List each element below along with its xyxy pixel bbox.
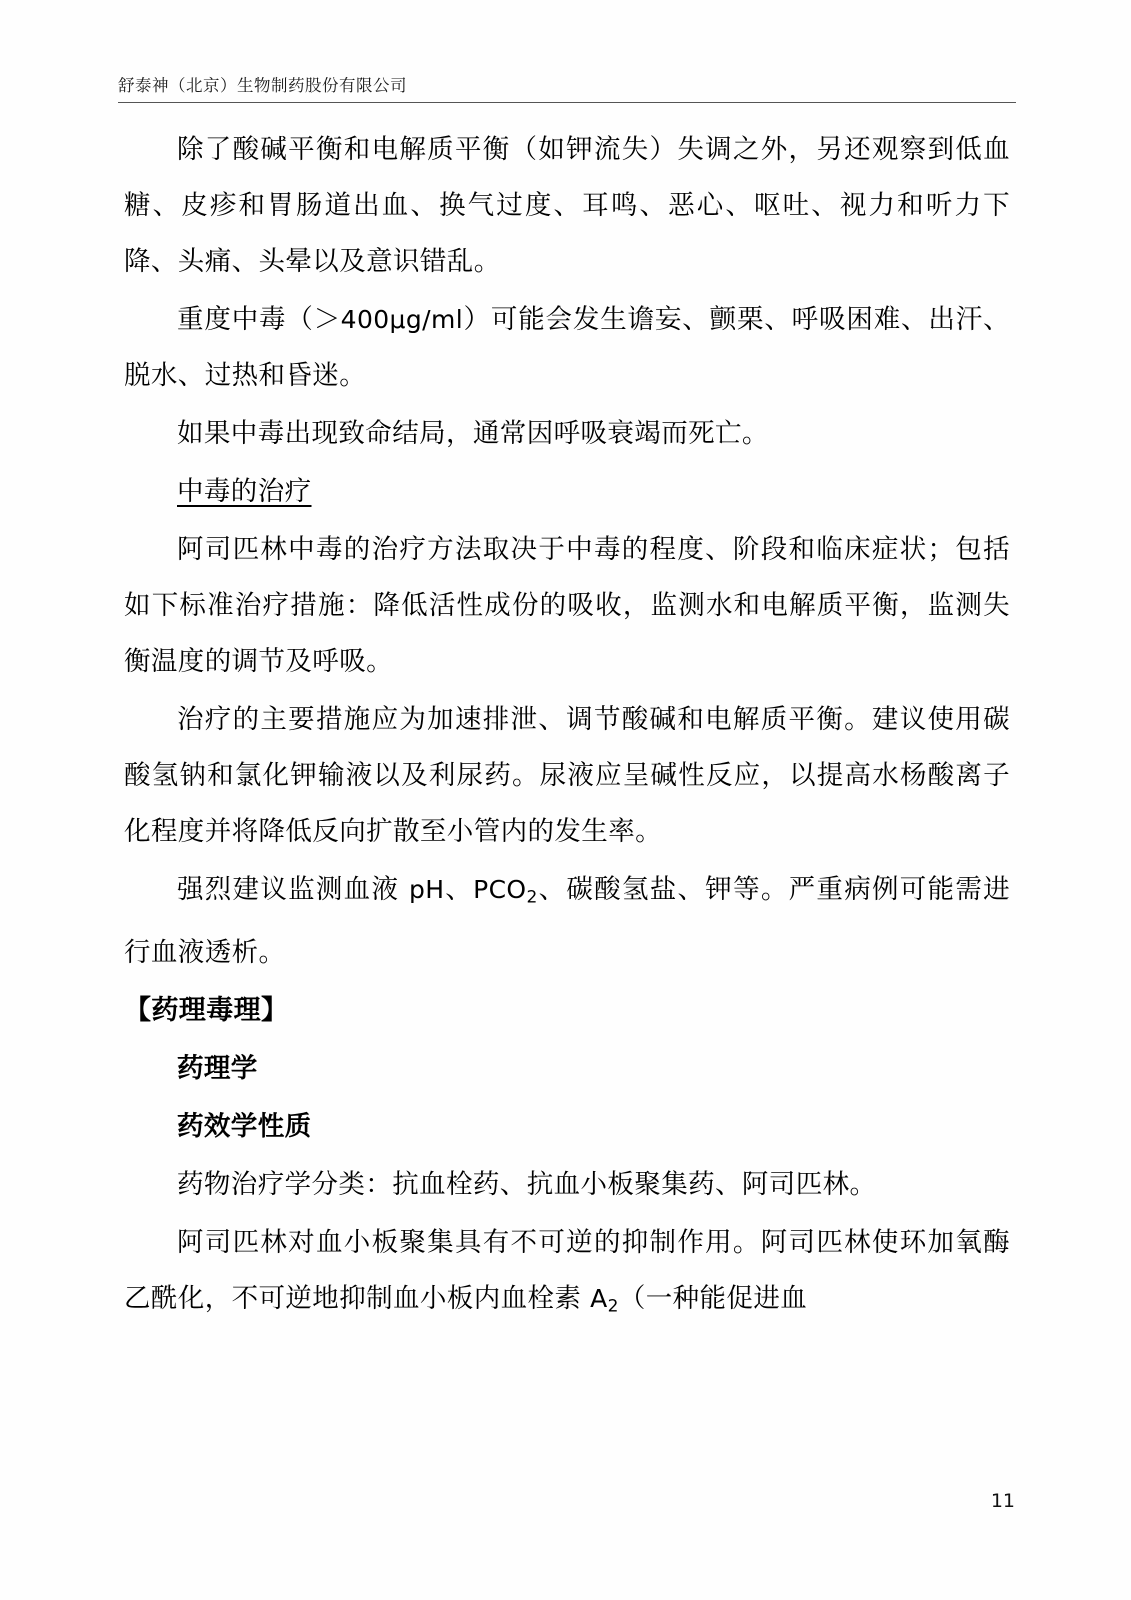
severe-text-b: ）可能会发生谵妄、颤栗、呼吸困难、出汗、脱水、过热和昏迷。	[124, 304, 1010, 391]
monitoring-text-a: 强烈建议监测血液	[177, 874, 409, 905]
paragraph-treatment-method: 阿司匹林中毒的治疗方法取决于中毒的程度、阶段和临床症状；包括如下标准治疗措施：降低活性成份的吸收，监测水和电解质平衡，监测失衡温度的调节及呼吸。	[124, 534, 1010, 677]
company-name: 舒泰神（北京）生物制药股份有限公司	[118, 76, 407, 95]
page-header	[118, 72, 1016, 103]
header-divider	[118, 102, 1016, 103]
paragraph-fatal-outcome: 如果中毒出现致命结局，通常因呼吸衰竭而死亡。	[177, 418, 769, 449]
page-number: 11	[990, 1490, 1015, 1512]
thromboxane-subscript: 2	[607, 1296, 619, 1317]
paragraph-mechanism	[124, 1215, 1010, 1334]
monitoring-sep: 、	[444, 874, 474, 905]
thromboxane-main: A	[590, 1284, 608, 1314]
subheading-pharmacodynamics: 药效学性质	[177, 1111, 312, 1143]
ph-label: pH	[408, 875, 445, 904]
mechanism-text-a: 阿司匹林对血小板聚集具有不可逆的抑制作用。阿司匹林使环加氧酶乙酰化，不可逆地抑制血小板内血栓素	[124, 1227, 1010, 1315]
pco2-main: PCO	[473, 875, 527, 904]
section-heading-pharmacology: 【药理毒理】	[124, 995, 289, 1027]
page-content	[124, 122, 1010, 1335]
subsection-treatment-label: 中毒的治疗	[177, 476, 312, 507]
pco2-label	[473, 875, 538, 908]
paragraph-monitoring	[124, 862, 1010, 981]
paragraph-severe-poisoning	[124, 292, 1010, 404]
paragraph-symptoms: 除了酸碱平衡和电解质平衡（如钾流失）失调之外，另还观察到低血糖、皮疹和胃肠道出血、换气过度、耳鸣、恶心、呕吐、视力和听力下降、头痛、头晕以及意识错乱。	[124, 134, 1010, 277]
thromboxane-a2-label	[590, 1284, 619, 1317]
pco2-subscript: 2	[526, 887, 538, 908]
severe-text-a: 重度中毒（＞	[177, 304, 341, 335]
subheading-pharmacology: 药理学	[177, 1053, 258, 1085]
paragraph-main-measures: 治疗的主要措施应为加速排泄、调节酸碱和电解质平衡。建议使用碳酸氢钠和氯化钾输液以及利尿药。尿液应呈碱性反应，以提高水杨酸离子化程度并将降低反向扩散至小管内的发生率。	[124, 704, 1010, 847]
subsection-treatment-title	[124, 464, 1010, 520]
mechanism-text-b: （一种能促进血	[618, 1283, 808, 1315]
paragraph-drug-class: 药物治疗学分类：抗血栓药、抗血小板聚集药、阿司匹林。	[177, 1169, 877, 1201]
dose-value: 400μg/ml	[340, 305, 464, 334]
monitoring-text-c: 、碳酸氢盐、钾等。严重病例可能需进行血液透析。	[124, 874, 1010, 969]
